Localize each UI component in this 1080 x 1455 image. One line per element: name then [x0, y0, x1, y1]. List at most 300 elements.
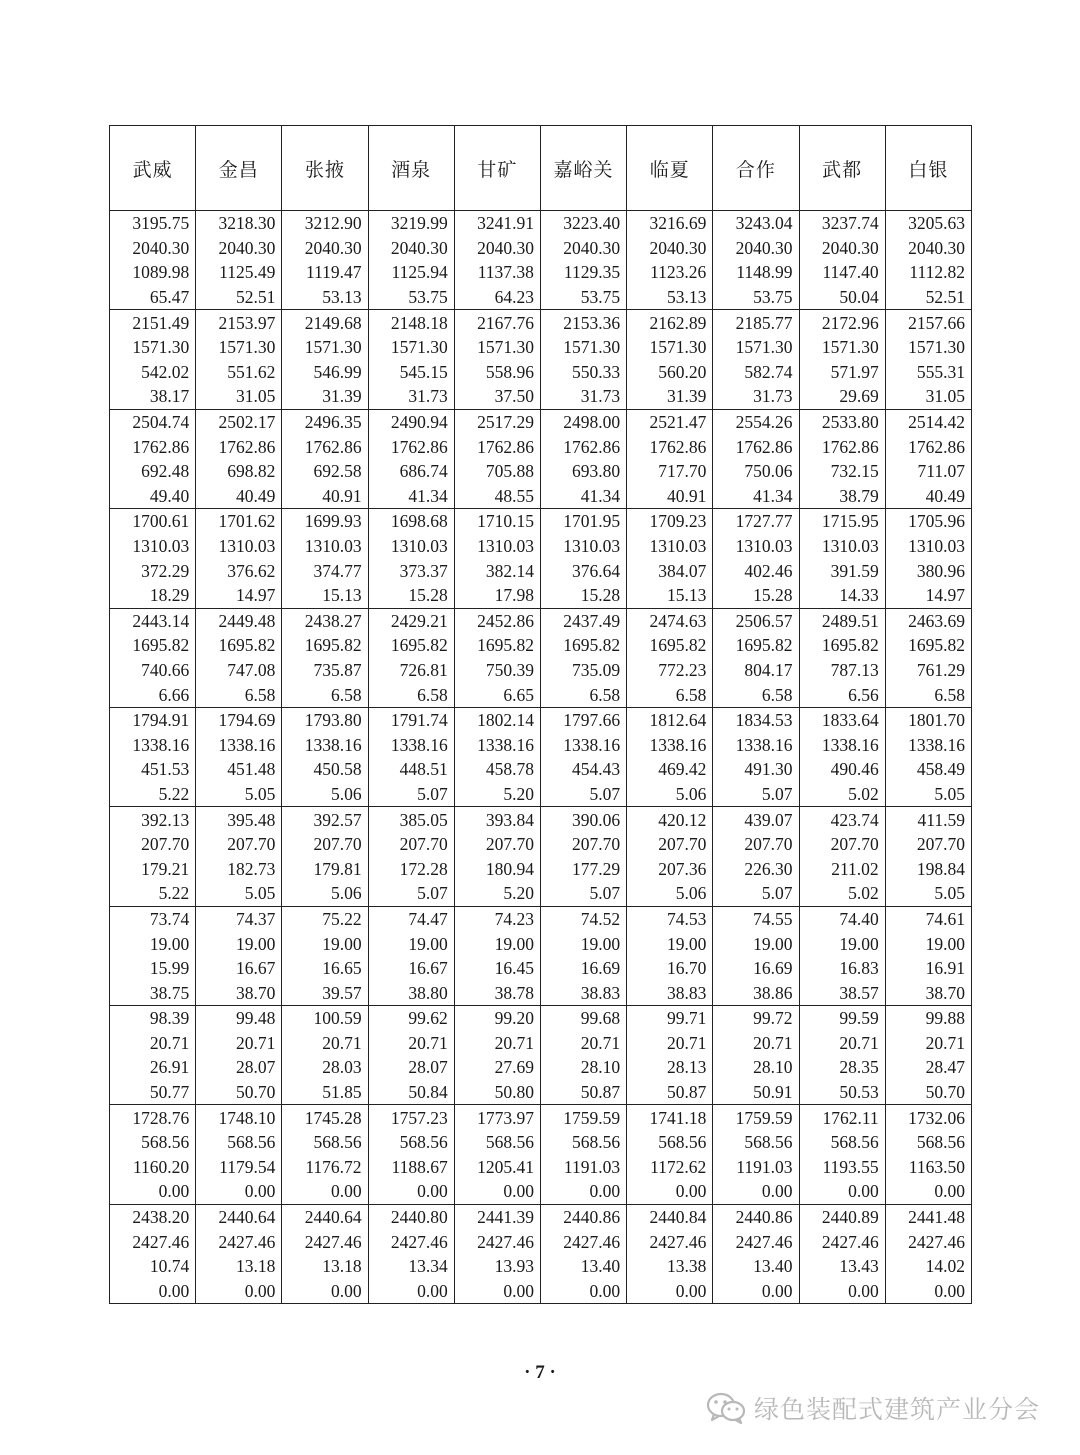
table-cell: 51.85 — [282, 1080, 368, 1105]
table-cell: 380.96 — [885, 558, 971, 583]
table-cell: 1571.30 — [885, 335, 971, 360]
table-cell: 5.05 — [196, 782, 282, 807]
table-cell: 5.07 — [368, 782, 454, 807]
table-cell: 395.48 — [196, 807, 282, 832]
table-cell: 74.40 — [799, 906, 885, 931]
table-cell: 1571.30 — [540, 335, 626, 360]
table-cell: 1812.64 — [627, 707, 713, 732]
table-cell: 469.42 — [627, 757, 713, 782]
table-cell: 2440.84 — [627, 1204, 713, 1229]
table-cell: 571.97 — [799, 360, 885, 385]
table-cell: 1695.82 — [799, 633, 885, 658]
table-cell: 19.00 — [368, 931, 454, 956]
table-cell: 0.00 — [627, 1179, 713, 1204]
table-row — [110, 707, 972, 732]
table-cell: 20.71 — [713, 1031, 799, 1056]
table-cell: 686.74 — [368, 459, 454, 484]
table-cell: 6.56 — [799, 682, 885, 707]
table-cell: 16.67 — [368, 956, 454, 981]
table-cell: 99.68 — [540, 1006, 626, 1031]
table-cell: 1709.23 — [627, 509, 713, 534]
table-cell: 0.00 — [454, 1279, 540, 1304]
table-cell: 1701.62 — [196, 509, 282, 534]
table-row — [110, 1279, 972, 1304]
table-cell: 2427.46 — [282, 1229, 368, 1254]
table-cell: 75.22 — [282, 906, 368, 931]
table-row — [110, 1055, 972, 1080]
table-cell: 1834.53 — [713, 707, 799, 732]
table-row — [110, 409, 972, 434]
table-cell: 2440.86 — [713, 1204, 799, 1229]
table-cell: 2153.97 — [196, 310, 282, 335]
table-cell: 5.07 — [713, 782, 799, 807]
table-cell: 732.15 — [799, 459, 885, 484]
table-cell: 31.39 — [627, 384, 713, 409]
table-cell: 1310.03 — [540, 534, 626, 559]
wechat-icon — [706, 1391, 746, 1425]
table-cell: 41.34 — [540, 484, 626, 509]
table-row — [110, 658, 972, 683]
table-row — [110, 484, 972, 509]
table-cell: 568.56 — [713, 1130, 799, 1155]
table-cell: 74.55 — [713, 906, 799, 931]
table-cell: 568.56 — [282, 1130, 368, 1155]
header-row — [110, 126, 972, 211]
table-cell: 20.71 — [885, 1031, 971, 1056]
table-cell: 423.74 — [799, 807, 885, 832]
table-cell: 1762.86 — [454, 434, 540, 459]
table-cell: 20.71 — [540, 1031, 626, 1056]
table-cell: 1748.10 — [196, 1105, 282, 1130]
table-cell: 5.06 — [282, 782, 368, 807]
table-cell: 458.78 — [454, 757, 540, 782]
table-cell: 211.02 — [799, 856, 885, 881]
table-cell: 1571.30 — [799, 335, 885, 360]
table-cell: 1571.30 — [627, 335, 713, 360]
table-cell: 37.50 — [454, 384, 540, 409]
table-cell: 1695.82 — [713, 633, 799, 658]
table-cell: 1338.16 — [368, 732, 454, 757]
table-cell: 2554.26 — [713, 409, 799, 434]
table-cell: 458.49 — [885, 757, 971, 782]
table-cell: 15.13 — [627, 583, 713, 608]
table-cell: 1119.47 — [282, 260, 368, 285]
table-row — [110, 236, 972, 261]
table-cell: 182.73 — [196, 856, 282, 881]
table-cell: 1695.82 — [196, 633, 282, 658]
table-cell: 0.00 — [110, 1279, 196, 1304]
table-cell: 198.84 — [885, 856, 971, 881]
table-cell: 1179.54 — [196, 1155, 282, 1180]
table-cell: 20.71 — [799, 1031, 885, 1056]
table-cell: 2463.69 — [885, 608, 971, 633]
table-row — [110, 1229, 972, 1254]
table-cell: 2517.29 — [454, 409, 540, 434]
table-cell: 3212.90 — [282, 211, 368, 236]
table-cell: 52.51 — [196, 285, 282, 310]
table-cell: 568.56 — [799, 1130, 885, 1155]
table-cell: 451.53 — [110, 757, 196, 782]
table-cell: 16.91 — [885, 956, 971, 981]
table-cell: 750.39 — [454, 658, 540, 683]
table-cell: 1695.82 — [368, 633, 454, 658]
table-cell: 374.77 — [282, 558, 368, 583]
table-cell: 2040.30 — [454, 236, 540, 261]
table-cell: 1172.62 — [627, 1155, 713, 1180]
table-cell: 38.17 — [110, 384, 196, 409]
table-row — [110, 633, 972, 658]
table-cell: 1757.23 — [368, 1105, 454, 1130]
table-cell: 50.91 — [713, 1080, 799, 1105]
table-cell: 177.29 — [540, 856, 626, 881]
watermark-text: 绿色装配式建筑产业分会 — [754, 1395, 1041, 1424]
table-cell: 2040.30 — [196, 236, 282, 261]
table-cell: 1705.96 — [885, 509, 971, 534]
table-cell: 1310.03 — [282, 534, 368, 559]
table-cell: 0.00 — [282, 1179, 368, 1204]
table-cell: 2040.30 — [627, 236, 713, 261]
table-cell: 1571.30 — [454, 335, 540, 360]
page-number: · 7 · — [524, 1362, 556, 1383]
table-cell: 53.75 — [368, 285, 454, 310]
table-cell: 6.58 — [282, 682, 368, 707]
table-cell: 50.87 — [627, 1080, 713, 1105]
table-cell: 1193.55 — [799, 1155, 885, 1180]
table-cell: 385.05 — [368, 807, 454, 832]
table-cell: 0.00 — [885, 1279, 971, 1304]
table-cell: 2496.35 — [282, 409, 368, 434]
table-cell: 2040.30 — [368, 236, 454, 261]
table-cell: 393.84 — [454, 807, 540, 832]
table-cell: 1125.49 — [196, 260, 282, 285]
table-cell: 568.56 — [540, 1130, 626, 1155]
table-cell: 14.97 — [196, 583, 282, 608]
column-header: 金昌 — [196, 126, 282, 211]
table-cell: 5.07 — [540, 881, 626, 906]
table-row — [110, 211, 972, 236]
table-cell: 31.05 — [885, 384, 971, 409]
table-row — [110, 682, 972, 707]
table-cell: 2040.30 — [799, 236, 885, 261]
table-row — [110, 285, 972, 310]
table-cell: 735.87 — [282, 658, 368, 683]
table-cell: 1310.03 — [799, 534, 885, 559]
table-cell: 73.74 — [110, 906, 196, 931]
table-cell: 49.40 — [110, 484, 196, 509]
table-cell: 53.13 — [627, 285, 713, 310]
table-cell: 2151.49 — [110, 310, 196, 335]
table-cell: 0.00 — [368, 1279, 454, 1304]
table-cell: 558.96 — [454, 360, 540, 385]
table-cell: 41.34 — [713, 484, 799, 509]
table-cell: 38.86 — [713, 980, 799, 1005]
table-cell: 546.99 — [282, 360, 368, 385]
table-cell: 74.37 — [196, 906, 282, 931]
table-cell: 2452.86 — [454, 608, 540, 633]
table-cell: 3223.40 — [540, 211, 626, 236]
table-cell: 1338.16 — [713, 732, 799, 757]
table-cell: 2427.46 — [110, 1229, 196, 1254]
column-header: 白银 — [885, 126, 971, 211]
table-cell: 15.13 — [282, 583, 368, 608]
table-cell: 40.49 — [196, 484, 282, 509]
table-cell: 1137.38 — [454, 260, 540, 285]
table-cell: 1338.16 — [282, 732, 368, 757]
table-cell: 180.94 — [454, 856, 540, 881]
table-cell: 2429.21 — [368, 608, 454, 633]
table-cell: 1791.74 — [368, 707, 454, 732]
table-cell: 376.62 — [196, 558, 282, 583]
table-cell: 0.00 — [454, 1179, 540, 1204]
table-cell: 26.91 — [110, 1055, 196, 1080]
table-row — [110, 360, 972, 385]
table-cell: 99.88 — [885, 1006, 971, 1031]
table-cell: 787.13 — [799, 658, 885, 683]
table-cell: 747.08 — [196, 658, 282, 683]
table-row — [110, 534, 972, 559]
table-cell: 2449.48 — [196, 608, 282, 633]
table-cell: 20.71 — [627, 1031, 713, 1056]
table-cell: 2040.30 — [540, 236, 626, 261]
column-header: 甘矿 — [454, 126, 540, 211]
table-row — [110, 1155, 972, 1180]
table-cell: 15.28 — [368, 583, 454, 608]
table-cell: 19.00 — [799, 931, 885, 956]
table-cell: 14.97 — [885, 583, 971, 608]
table-cell: 31.39 — [282, 384, 368, 409]
table-cell: 53.75 — [713, 285, 799, 310]
table-cell: 1741.18 — [627, 1105, 713, 1130]
table-cell: 16.69 — [713, 956, 799, 981]
table-cell: 16.69 — [540, 956, 626, 981]
table-cell: 2521.47 — [627, 409, 713, 434]
table-cell: 13.43 — [799, 1254, 885, 1279]
table-cell: 2040.30 — [885, 236, 971, 261]
table-cell: 19.00 — [110, 931, 196, 956]
table-body — [110, 211, 972, 1304]
table-cell: 1794.91 — [110, 707, 196, 732]
table-cell: 5.22 — [110, 881, 196, 906]
table-cell: 19.00 — [454, 931, 540, 956]
table-cell: 50.04 — [799, 285, 885, 310]
table-cell: 13.93 — [454, 1254, 540, 1279]
table-row — [110, 1080, 972, 1105]
table-cell: 38.83 — [540, 980, 626, 1005]
table-row — [110, 260, 972, 285]
table-cell: 5.06 — [627, 881, 713, 906]
table-row — [110, 956, 972, 981]
table-cell: 5.02 — [799, 881, 885, 906]
table-cell: 31.73 — [368, 384, 454, 409]
table-cell: 1759.59 — [540, 1105, 626, 1130]
table-cell: 420.12 — [627, 807, 713, 832]
table-cell: 1338.16 — [454, 732, 540, 757]
table-cell: 726.81 — [368, 658, 454, 683]
table-cell: 2498.00 — [540, 409, 626, 434]
data-table — [109, 125, 972, 1304]
table-cell: 41.34 — [368, 484, 454, 509]
table-cell: 6.65 — [454, 682, 540, 707]
table-cell: 65.47 — [110, 285, 196, 310]
table-cell: 16.83 — [799, 956, 885, 981]
table-cell: 15.28 — [713, 583, 799, 608]
table-cell: 28.10 — [713, 1055, 799, 1080]
table-cell: 2441.48 — [885, 1204, 971, 1229]
table-cell: 1695.82 — [110, 633, 196, 658]
table-row — [110, 434, 972, 459]
table-cell: 1762.86 — [713, 434, 799, 459]
table-cell: 2504.74 — [110, 409, 196, 434]
table-cell: 1833.64 — [799, 707, 885, 732]
table-cell: 226.30 — [713, 856, 799, 881]
table-row — [110, 509, 972, 534]
table-cell: 1762.86 — [627, 434, 713, 459]
table-cell: 207.70 — [627, 832, 713, 857]
table-cell: 1338.16 — [196, 732, 282, 757]
table-cell: 3237.74 — [799, 211, 885, 236]
table-cell: 0.00 — [885, 1179, 971, 1204]
table-cell: 28.03 — [282, 1055, 368, 1080]
table-cell: 38.70 — [885, 980, 971, 1005]
table-row — [110, 1204, 972, 1229]
table-cell: 2427.46 — [885, 1229, 971, 1254]
table-row — [110, 583, 972, 608]
table-cell: 207.70 — [368, 832, 454, 857]
table-cell: 50.53 — [799, 1080, 885, 1105]
table-cell: 1310.03 — [885, 534, 971, 559]
table-cell: 0.00 — [799, 1179, 885, 1204]
table-cell: 38.57 — [799, 980, 885, 1005]
table-cell: 1338.16 — [540, 732, 626, 757]
table-cell: 2427.46 — [627, 1229, 713, 1254]
table-cell: 74.52 — [540, 906, 626, 931]
table-cell: 0.00 — [713, 1179, 799, 1204]
table-cell: 50.80 — [454, 1080, 540, 1105]
table-cell: 582.74 — [713, 360, 799, 385]
table-cell: 38.78 — [454, 980, 540, 1005]
table-cell: 1176.72 — [282, 1155, 368, 1180]
table-cell: 15.99 — [110, 956, 196, 981]
table-cell: 31.05 — [196, 384, 282, 409]
table-row — [110, 1254, 972, 1279]
table-cell: 40.91 — [627, 484, 713, 509]
table-cell: 28.47 — [885, 1055, 971, 1080]
table-cell: 2162.89 — [627, 310, 713, 335]
table-row — [110, 881, 972, 906]
table-cell: 0.00 — [627, 1279, 713, 1304]
table-cell: 20.71 — [368, 1031, 454, 1056]
table-row — [110, 310, 972, 335]
table-cell: 2040.30 — [282, 236, 368, 261]
table-cell: 16.67 — [196, 956, 282, 981]
table-cell: 5.22 — [110, 782, 196, 807]
table-cell: 2185.77 — [713, 310, 799, 335]
table-cell: 15.28 — [540, 583, 626, 608]
table-cell: 451.48 — [196, 757, 282, 782]
table-cell: 99.62 — [368, 1006, 454, 1031]
table-cell: 2427.46 — [713, 1229, 799, 1254]
table-cell: 1762.11 — [799, 1105, 885, 1130]
table-cell: 2440.89 — [799, 1204, 885, 1229]
table-cell: 19.00 — [196, 931, 282, 956]
column-header: 合作 — [713, 126, 799, 211]
table-cell: 1698.68 — [368, 509, 454, 534]
table-cell: 1338.16 — [627, 732, 713, 757]
table-cell: 5.06 — [282, 881, 368, 906]
table-cell: 38.79 — [799, 484, 885, 509]
column-header: 武威 — [110, 126, 196, 211]
table-cell: 207.70 — [885, 832, 971, 857]
table-cell: 16.45 — [454, 956, 540, 981]
table-cell: 38.70 — [196, 980, 282, 1005]
table-cell: 1695.82 — [885, 633, 971, 658]
table-cell: 2474.63 — [627, 608, 713, 633]
table-cell: 5.05 — [196, 881, 282, 906]
table-cell: 74.23 — [454, 906, 540, 931]
table-cell: 13.18 — [196, 1254, 282, 1279]
table-cell: 2167.76 — [454, 310, 540, 335]
table-cell: 1762.86 — [799, 434, 885, 459]
table-cell: 50.70 — [885, 1080, 971, 1105]
table-cell: 1701.95 — [540, 509, 626, 534]
table-cell: 2514.42 — [885, 409, 971, 434]
table-cell: 373.37 — [368, 558, 454, 583]
table-cell: 2427.46 — [454, 1229, 540, 1254]
table-row — [110, 1179, 972, 1204]
table-cell: 20.71 — [196, 1031, 282, 1056]
table-cell: 2440.86 — [540, 1204, 626, 1229]
table-cell: 2040.30 — [110, 236, 196, 261]
table-cell: 207.70 — [540, 832, 626, 857]
table-cell: 1715.95 — [799, 509, 885, 534]
table-cell: 31.73 — [713, 384, 799, 409]
table-cell: 750.06 — [713, 459, 799, 484]
table-cell: 5.07 — [368, 881, 454, 906]
table-cell: 0.00 — [540, 1279, 626, 1304]
table-row — [110, 384, 972, 409]
table-cell: 392.13 — [110, 807, 196, 832]
table-row — [110, 1031, 972, 1056]
table-cell: 1160.20 — [110, 1155, 196, 1180]
table-cell: 2148.18 — [368, 310, 454, 335]
table-cell: 48.55 — [454, 484, 540, 509]
table-row — [110, 335, 972, 360]
table-cell: 2506.57 — [713, 608, 799, 633]
table-cell: 568.56 — [885, 1130, 971, 1155]
table-cell: 1089.98 — [110, 260, 196, 285]
table-cell: 1695.82 — [540, 633, 626, 658]
table-row — [110, 906, 972, 931]
table-cell: 1310.03 — [110, 534, 196, 559]
table-cell: 772.23 — [627, 658, 713, 683]
table-cell: 2157.66 — [885, 310, 971, 335]
table-cell: 2489.51 — [799, 608, 885, 633]
table-cell: 19.00 — [282, 931, 368, 956]
table-cell: 392.57 — [282, 807, 368, 832]
table-cell: 207.70 — [282, 832, 368, 857]
table-cell: 13.40 — [713, 1254, 799, 1279]
table-cell: 1163.50 — [885, 1155, 971, 1180]
column-header: 酒泉 — [368, 126, 454, 211]
table-cell: 3216.69 — [627, 211, 713, 236]
table-cell: 13.38 — [627, 1254, 713, 1279]
table-cell: 1205.41 — [454, 1155, 540, 1180]
table-row — [110, 1006, 972, 1031]
table-cell: 804.17 — [713, 658, 799, 683]
table-cell: 1129.35 — [540, 260, 626, 285]
table-cell: 1699.93 — [282, 509, 368, 534]
table-cell: 1762.86 — [368, 434, 454, 459]
